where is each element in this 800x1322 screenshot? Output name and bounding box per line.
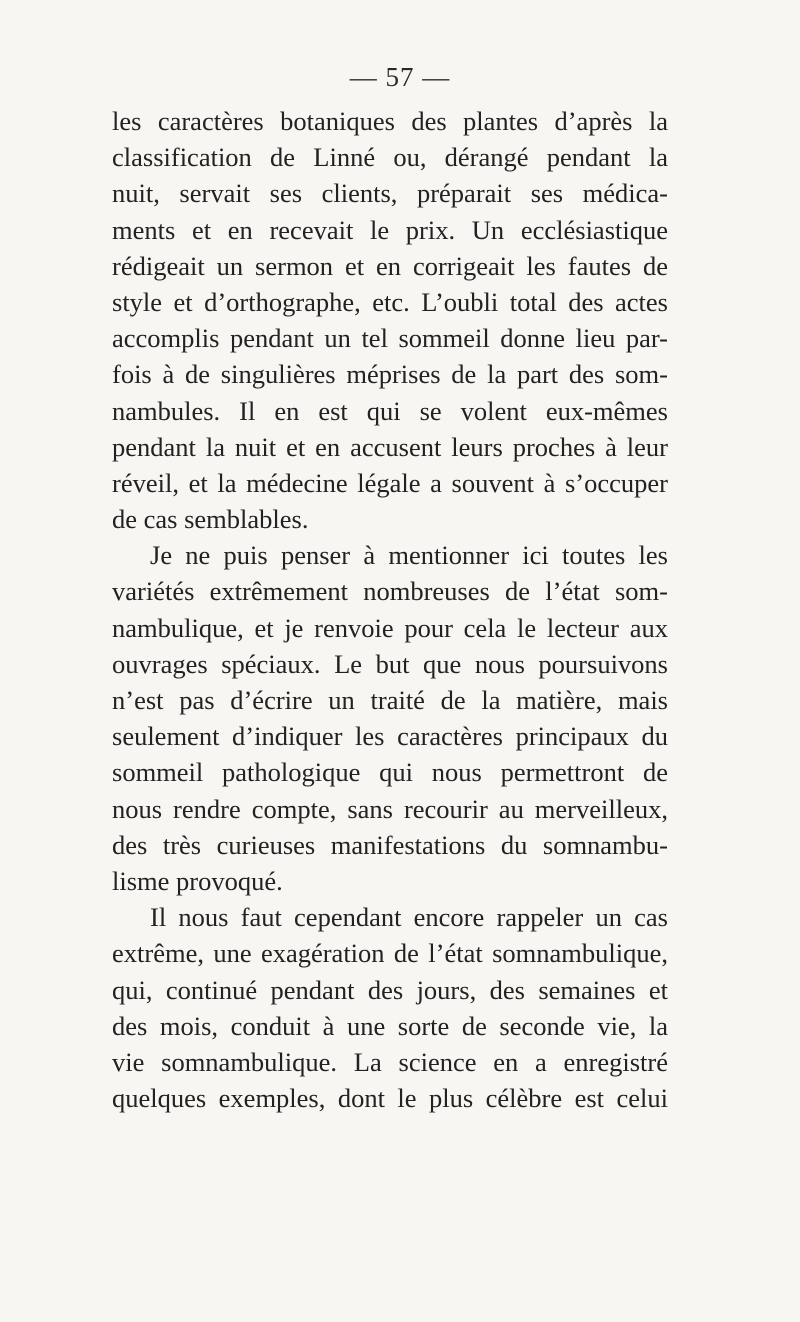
text-line: les caractères botaniques des plantes d’après la xyxy=(112,106,668,136)
text-line: ments et en recevait le prix. Un ecclésiastique xyxy=(112,214,668,245)
body-text xyxy=(112,103,668,1116)
text-line: nous rendre compte, sans recourir au merveilleux, xyxy=(112,793,668,824)
text-line: vie somnambulique. La science en a enregistré xyxy=(112,1046,668,1077)
text-line: ouvrages spéciaux. Le but que nous poursuivons xyxy=(112,648,668,679)
text-line: fois à de singulières méprises de la part des som- xyxy=(112,359,668,390)
text-line: style et d’orthographe, etc. L’oubli total des actes xyxy=(112,286,668,317)
text-line: nambules. Il en est qui se volent eux-mêmes xyxy=(112,395,668,426)
text-line: extrême, une exagération de l’état somnambulique, xyxy=(112,938,668,969)
text-line: lisme provoqué. xyxy=(112,865,283,896)
text-line: nambulique, et je renvoie pour cela le lecteur aux xyxy=(112,612,668,643)
page-number: — 57 — xyxy=(349,62,451,92)
text-line: réveil, et la médecine légale a souvent à s’occuper xyxy=(112,467,668,498)
text-line: accomplis pendant un tel sommeil donne lieu par- xyxy=(112,323,668,354)
text-line: classification de Linné ou, dérangé pendant la xyxy=(112,142,668,173)
text-line: variétés extrêmement nombreuses de l’état som- xyxy=(112,576,668,607)
text-line: quelques exemples, dont le plus célèbre est celui xyxy=(112,1083,668,1114)
text-line: des très curieuses manifestations du somnambu- xyxy=(112,829,668,860)
text-line: des mois, conduit à une sorte de seconde vie, la xyxy=(112,1010,668,1041)
text-line: seulement d’indiquer les caractères principaux du xyxy=(112,721,668,752)
text-line: n’est pas d’écrire un traité de la matière, mais xyxy=(112,685,668,715)
text-line: sommeil pathologique qui nous permettront de xyxy=(112,757,668,788)
text-line: pendant la nuit et en accusent leurs proches à leur xyxy=(112,431,668,462)
text-line: Il nous faut cependant encore rappeler un cas xyxy=(150,902,668,933)
text-line: nuit, servait ses clients, préparait ses médica- xyxy=(112,178,668,209)
text-line: Je ne puis penser à mentionner ici toutes les xyxy=(150,540,668,571)
text-line: rédigeait un sermon et en corrigeait les fautes de xyxy=(112,250,668,281)
text-line: de cas semblables. xyxy=(112,504,309,535)
text-line: qui, continué pendant des jours, des semaines et xyxy=(112,974,668,1005)
